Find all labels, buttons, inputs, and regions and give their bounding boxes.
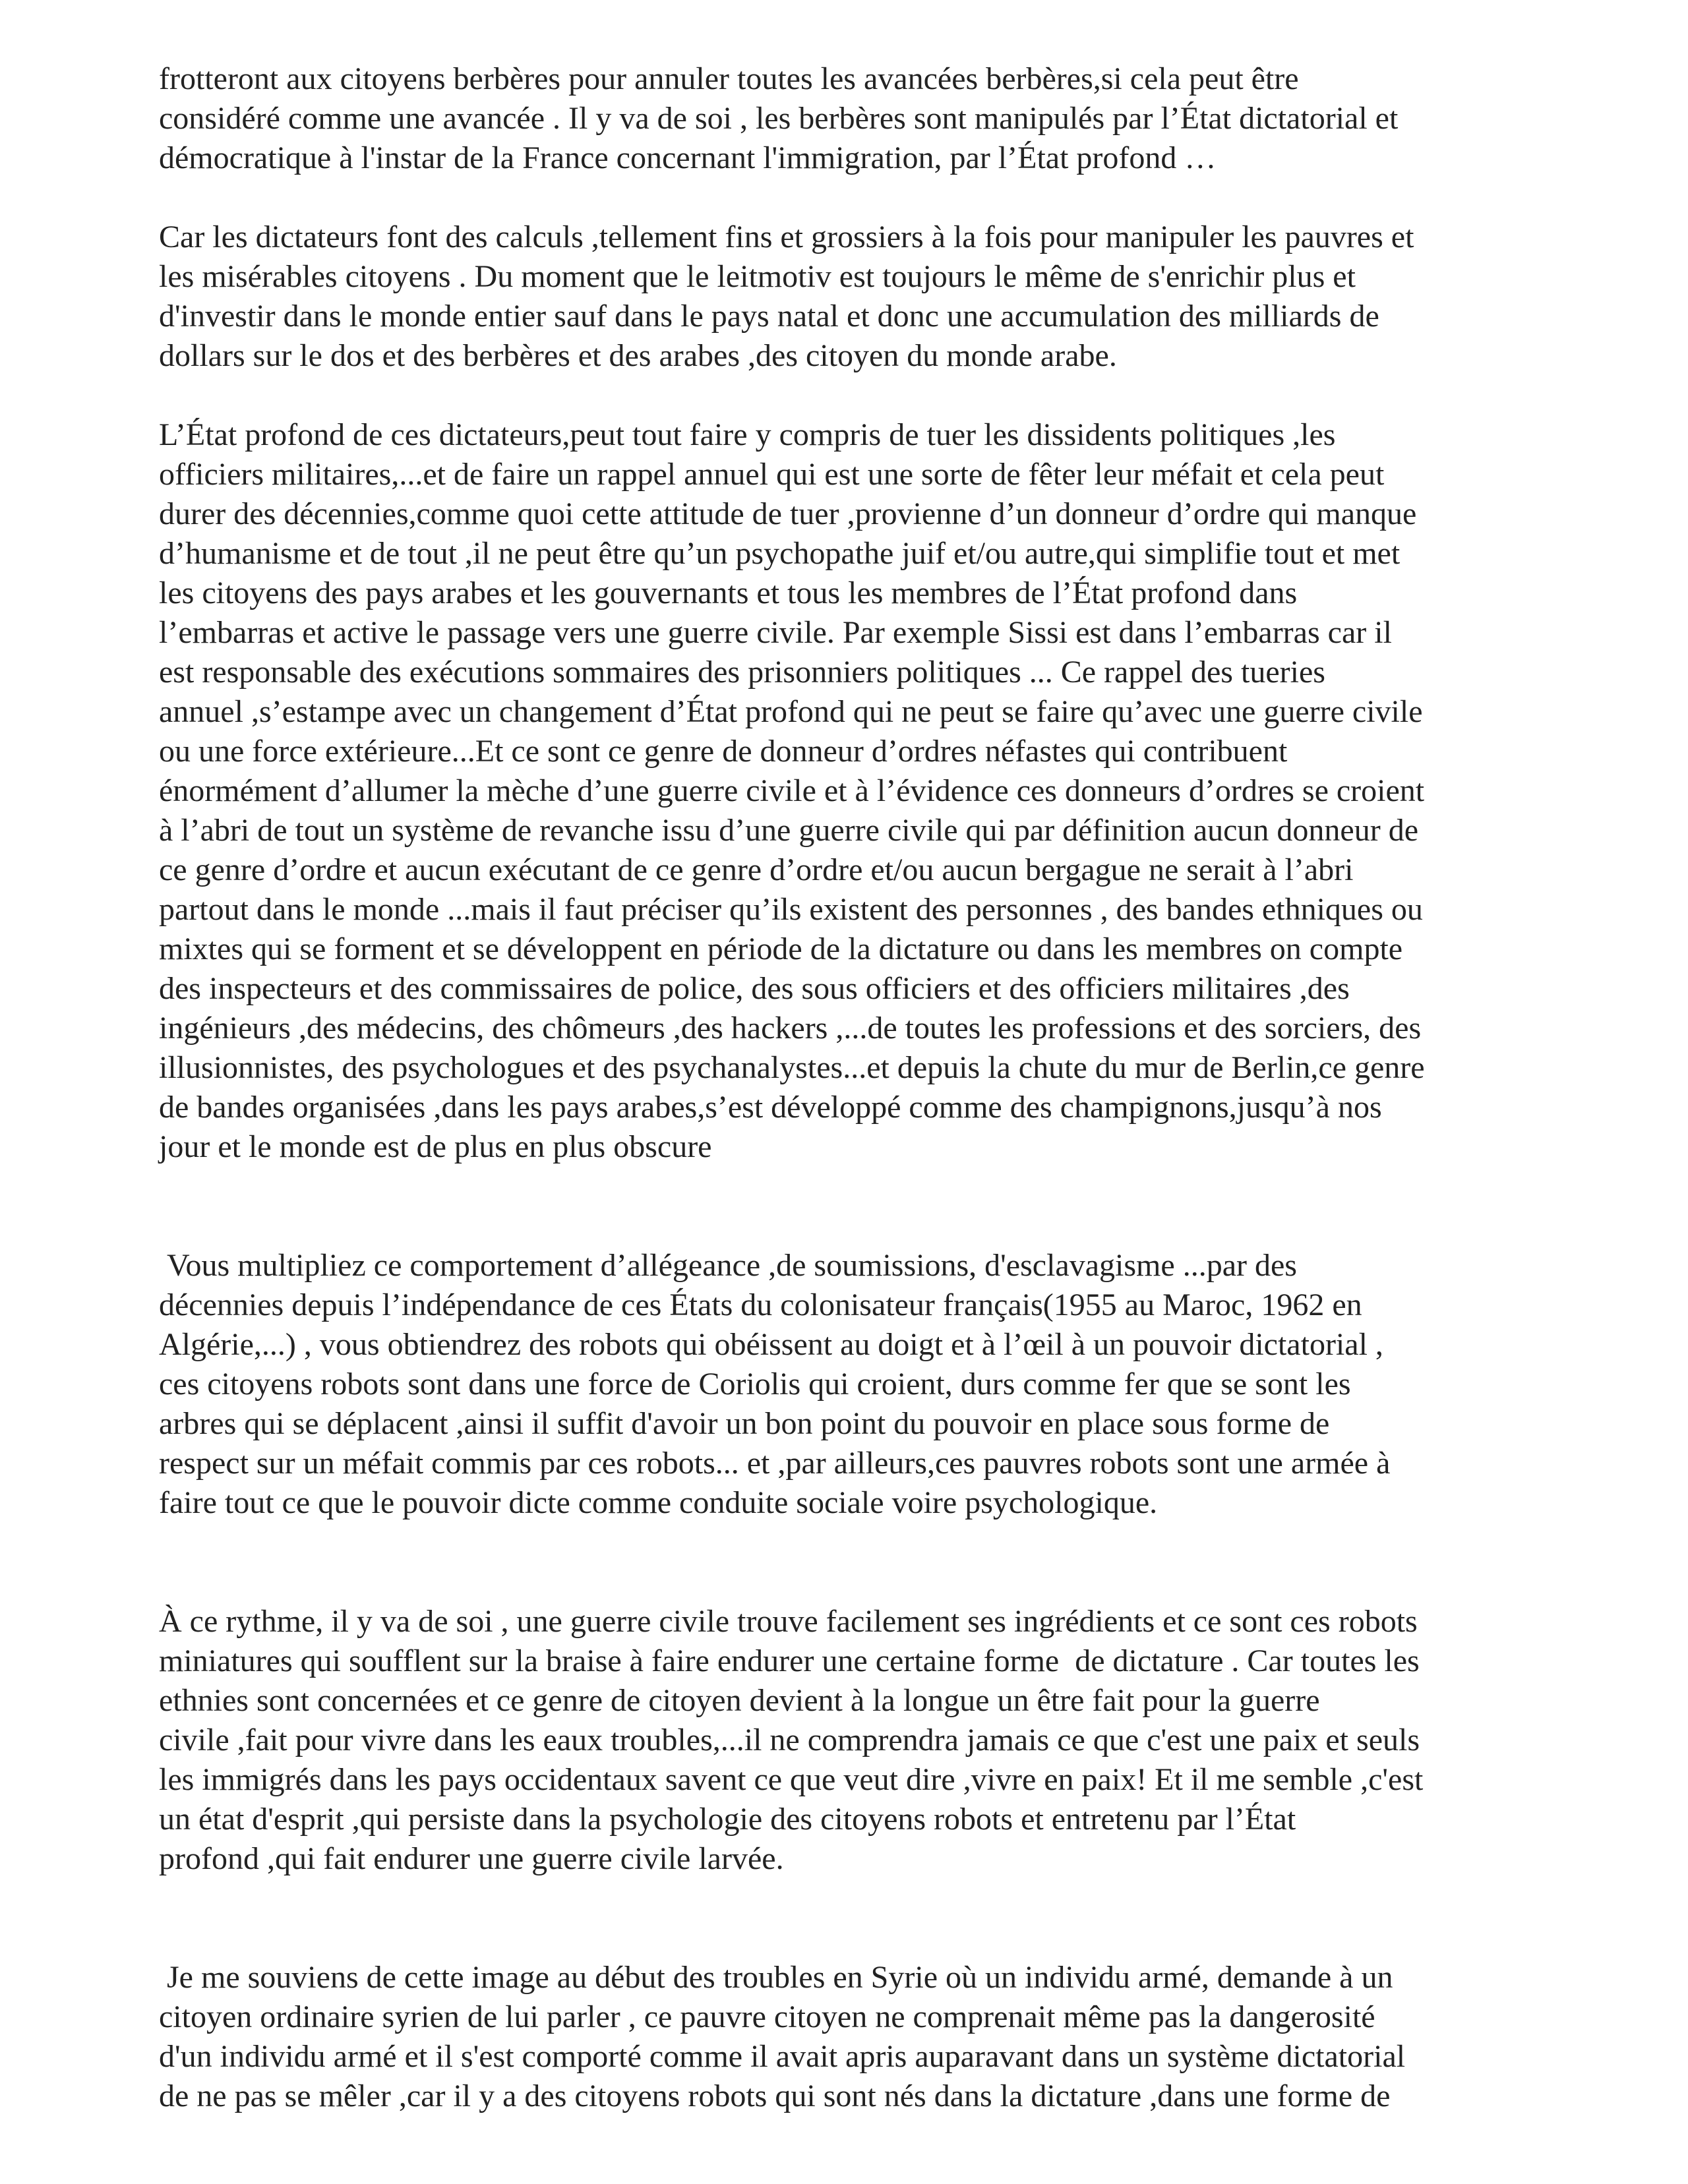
paragraph-5: À ce rythme, il y va de soi , une guerre civile trouve facilement ses ingrédients et ce sont ces robots miniatures qui soufflent sur la braise à faire endurer une certaine forme de dictature . Car toutes les ethnies sont concernées et ce genre de citoyen devient à la longue un être fait pour la guerre civile ,fait pour vivre dans les eaux troubles,...il ne comprendra jamais ce que c'est une paix et seuls les immigrés dans les pays occidentaux savent ce que veut dire ,vivre en paix! Et il me semble ,c'est un état d'esprit ,qui persiste dans la psychologie des citoyens robots et entretenu par l’État profond ,qui fait endurer une guerre civile larvée. xyxy=(159,1604,1424,1876)
paragraph-spacer xyxy=(159,1167,1530,1246)
document-page xyxy=(159,59,1530,2116)
paragraph-spacer xyxy=(159,178,1530,218)
paragraph-spacer xyxy=(159,376,1530,415)
paragraph-spacer xyxy=(159,1523,1530,1602)
paragraph-1: frotteront aux citoyens berbères pour annuler toutes les avancées berbères,si cela peut être considéré comme une avancée . Il y va de soi , les berbères sont manipulés par l’État dictatorial et démocratique à l'instar de la France concernant l'immigration, par l’État profond … xyxy=(159,61,1399,175)
paragraph-4: Vous multipliez ce comportement d’allégeance ,de soumissions, d'esclavagisme ...par des décennies depuis l’indépendance de ces États du colonisateur français(1955 au Maroc, 1962 en Algérie,...) , vous obtiendrez des robots qui obéissent au doigt et à l’œil à un pouvoir dictatorial , ces citoyens robots sont dans une force de Coriolis qui croient, durs comme fer que se sont les arbres qui se déplacent ,ainsi il suffit d'avoir un bon point du pouvoir en place sous forme de respect sur un méfait commis par ces robots... et ,par ailleurs,ces pauvres robots sont une armée à faire tout ce que le pouvoir dicte comme conduite sociale voire psychologique. xyxy=(159,1248,1391,1520)
paragraph-spacer xyxy=(159,1879,1530,1958)
paragraph-3: L’État profond de ces dictateurs,peut tout faire y compris de tuer les dissidents politiques ,les officiers militaires,...et de faire un rappel annuel qui est une sorte de fêter leur méfait et cela peut durer des décennies,comme quoi cette attitude de tuer ,provienne d’un donneur d’ordre qui manque d’humanisme et de tout ,il ne peut être qu’un psychopathe juif et/ou autre,qui simplifie tout et met les citoyens des pays arabes et les gouvernants et tous les membres de l’État profond dans l’embarras et active le passage vers une guerre civile. Par exemple Sissi est dans l’embarras car il est responsable des exécutions sommaires des prisonniers politiques ... Ce rappel des tueries annuel ,s’estampe avec un changement d’État profond qui ne peut se faire qu’avec une guerre civile ou une force extérieure...Et ce sont ce genre de donneur d’ordres néfastes qui contribuent énormément d’allumer la mèche d’une guerre civile et à l’évidence ces donneurs d’ordres se croient à l’abri de tout un système de revanche issu d’une guerre civile qui par définition aucun donneur de ce genre d’ordre et aucun exécutant de ce genre d’ordre et/ou aucun bergague ne serait à l’abri partout dans le monde ...mais il faut préciser qu’ils existent des personnes , des bandes ethniques ou mixtes qui se forment et se développent en période de la dictature ou dans les membres on compte des inspecteurs et des commissaires de police, des sous officiers et des officiers militaires ,des ingénieurs ,des médecins, des chômeurs ,des hackers ,...de toutes les professions et des sorciers, des illusionnistes, des psychologues et des psychanalystes...et depuis la chute du mur de Berlin,ce genre de bandes organisées ,dans les pays arabes,s’est développé comme des champignons,jusqu’à nos jour et le monde est de plus en plus obscure xyxy=(159,417,1425,1164)
paragraph-2: Car les dictateurs font des calculs ,tellement fins et grossiers à la fois pour manipuler les pauvres et les misérables citoyens . Du moment que le leitmotiv est toujours le même de s'enrichir plus et d'investir dans le monde entier sauf dans le pays natal et donc une accumulation des milliards de dollars sur le dos et des berbères et des arabes ,des citoyen du monde arabe. xyxy=(159,220,1414,373)
paragraph-6: Je me souviens de cette image au début des troubles en Syrie où un individu armé, demande à un citoyen ordinaire syrien de lui parler , ce pauvre citoyen ne comprenait même pas la dangerosité d'un individu armé et il s'est comporté comme il avait apris auparavant dans un système dictatorial de ne pas se mêler ,car il y a des citoyens robots qui sont nés dans la dictature ,dans une forme de xyxy=(159,1960,1406,2113)
